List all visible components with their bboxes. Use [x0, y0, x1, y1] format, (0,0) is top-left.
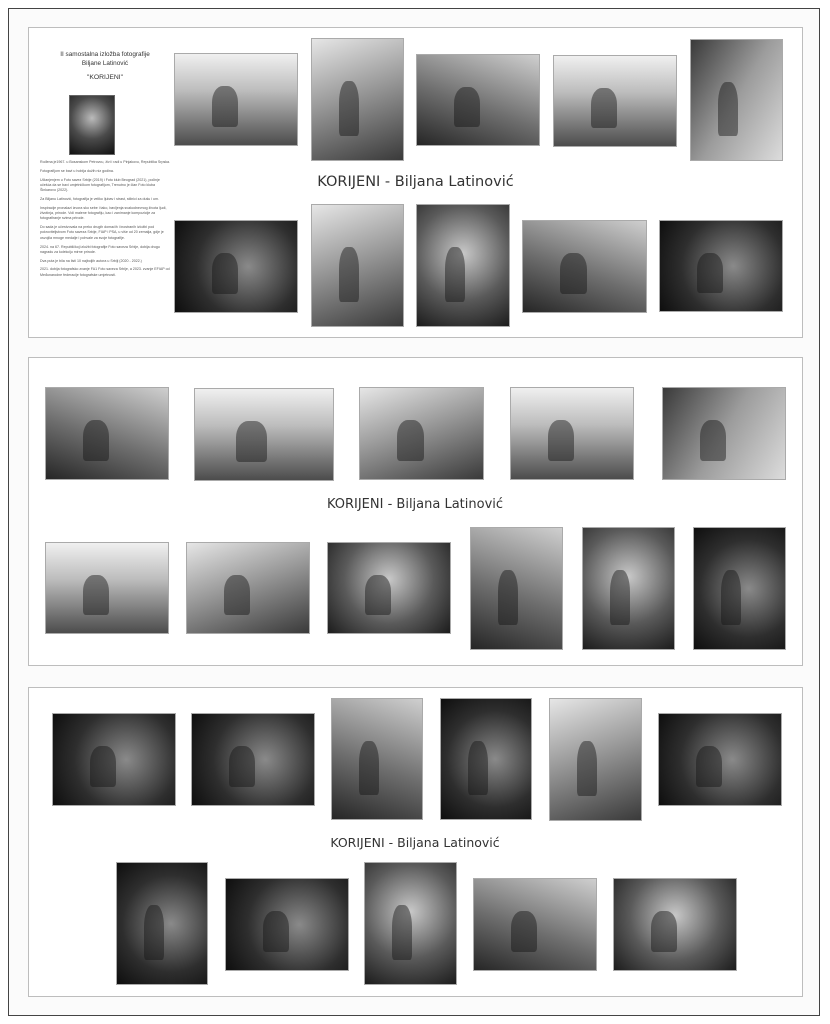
- photo-old-craftsman-shop: [613, 878, 737, 971]
- photo-flock-of-sheep: [45, 387, 169, 480]
- exhibition-info: [40, 50, 170, 81]
- panel-1-title: KORIJENI - Biljana Latinović: [317, 174, 514, 190]
- bio-paragraph: 2024. na 67. Republičkoj izložbi fotografije Foto saveza Srbije, dobija drugu nagradu za kolekciju mirne prirode.: [40, 244, 160, 254]
- photo-shepherd-with-dog: [416, 204, 510, 327]
- photo-mountain-slope: [690, 39, 783, 161]
- bio-paragraph: Fotografijom se bavi u hobija dužih niz godina.: [40, 168, 114, 173]
- photo-woman-with-lamb: [582, 527, 675, 650]
- photo-old-man-cane: [693, 527, 786, 650]
- photo-hay-wagon: [510, 387, 634, 480]
- photo-ploughing-horses: [194, 388, 334, 481]
- photo-man-sitting-wall: [45, 542, 169, 634]
- photo-net-field: [174, 53, 298, 146]
- photo-misty-fence: [311, 38, 404, 161]
- bio-paragraph: Do sada je učestvovala na preko drugih domaćih i inostranih izložbi pod pokroviteljstvom Foto saveza Srbije, FIAP i PSA, u više od 20 zemalja, gdje je osvojila mnoge medalje i pohvale za svoje fotografije.: [40, 225, 164, 240]
- bio-paragraph: Učlanjenjem u Foto savez Srbije (2019) i Foto klub Beograd (2021), počinje učešća da se bavi umjetničkom fotografijom, Trenutno je član Foto kluba Šinkarovo (2022).: [40, 177, 160, 193]
- photo-bonfire: [174, 220, 298, 313]
- photo-milking-cow: [52, 713, 176, 806]
- photo-hillside-field: [553, 55, 677, 147]
- bio-paragraph: Za Biljanu Latinović, fotografija je veliko ljubav i strast, stilnici za dušu i um.: [40, 196, 160, 201]
- photo-sheep-herder: [522, 220, 647, 313]
- panel-2-title: KORIJENI - Biljana Latinović: [326, 497, 504, 512]
- bio-paragraph: 2021. dobija fotografsko zvanje FA1 Foto saveza Srbije, a 2023. zvanje EFIAP od Međunarodne federacije fotografske umjetnosti.: [40, 267, 170, 277]
- photo-old-man-portrait: [327, 542, 451, 634]
- photo-forest-logging: [659, 220, 783, 312]
- photo-craftsman-lamp: [116, 862, 208, 985]
- photo-man-on-bench: [186, 542, 310, 634]
- photo-metal-workshop: [473, 878, 597, 971]
- bio-paragraph: Dva puta je bila na listi 10 najboljih autora u Srbiji (2020 - 2022.): [40, 258, 142, 263]
- photo-horses-field: [359, 387, 484, 480]
- author-portrait: [69, 95, 115, 155]
- exhibition-heading-line2: Biljane Latinović: [81, 60, 129, 67]
- bio-paragraph: Inspiracije pronalazi izvora sko sebe i tako, bavljenja svakodnevnog života ljudi, životinja, prirode. Voli malene fotografiju, kao i zanimanje kompozicije za fotografiranje svima prirode.: [40, 205, 167, 221]
- photo-people-by-cabin: [416, 54, 540, 146]
- photo-child-with-cat: [311, 204, 404, 327]
- photo-knitting-man: [364, 862, 457, 985]
- panel-3-title: KORIJENI - Biljana Latinović: [330, 835, 500, 850]
- photo-cattle-by-stream: [662, 387, 786, 480]
- photo-man-smoking: [658, 713, 782, 806]
- photo-watchmaker: [225, 878, 349, 971]
- photo-shepherd-beanie: [470, 527, 563, 650]
- photo-shed-doorway: [331, 698, 423, 820]
- bio-paragraph: Rođena je1967. u Bosanskom Petrovcu, živi i radi u Pinjakovu, Republika Srpska.: [40, 160, 171, 164]
- photo-elderly-man-room: [440, 698, 532, 820]
- photo-child-doorway: [549, 698, 642, 821]
- exhibition-heading-line1: II samostalna izložba fotografije: [60, 51, 150, 58]
- exhibition-quoted-title: "KORIJENI": [86, 74, 124, 81]
- photo-barn-milking: [191, 713, 315, 806]
